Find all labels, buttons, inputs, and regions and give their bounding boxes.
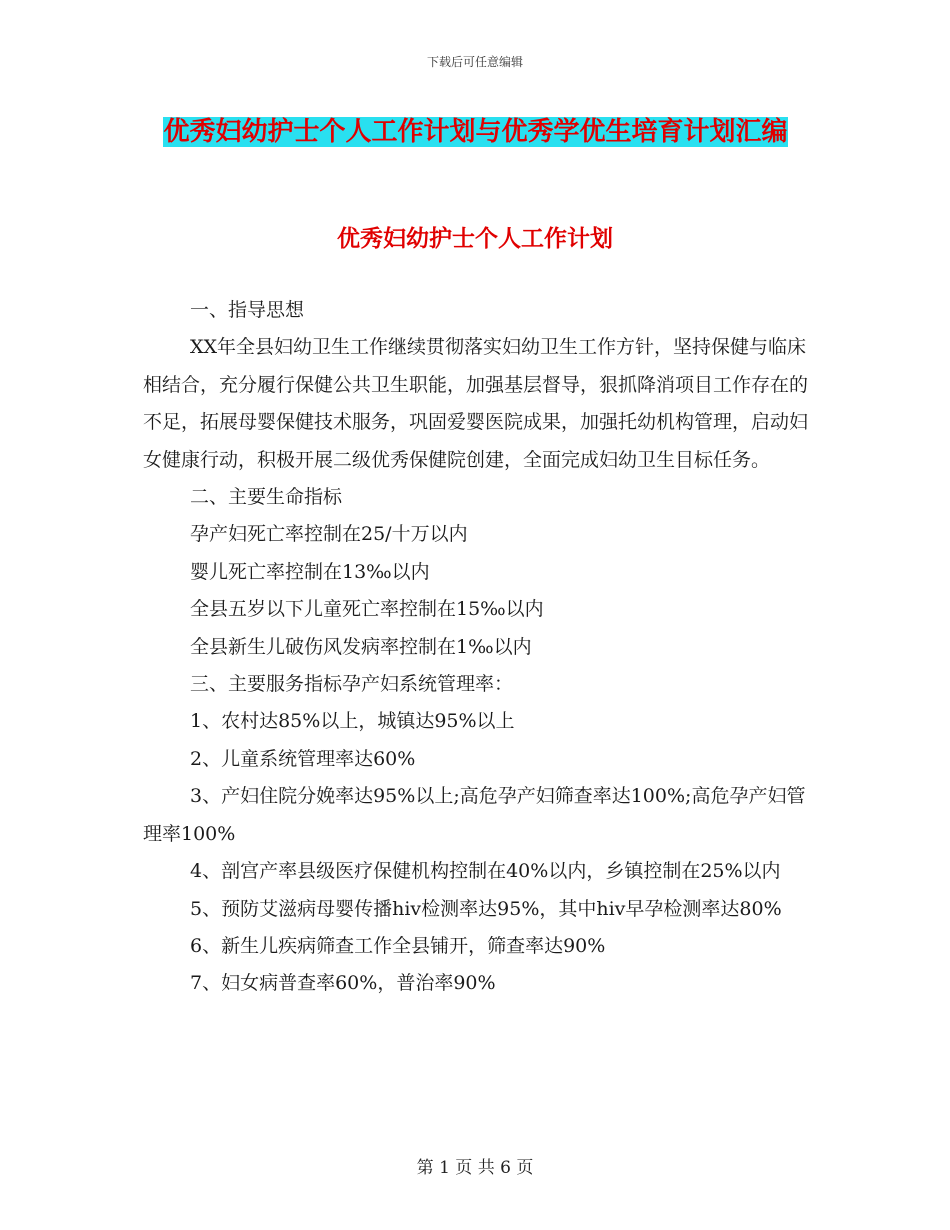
document-title [143, 108, 808, 156]
paragraph: 1、农村达85%以上，城镇达95%以上 [190, 710, 515, 733]
paragraph: 二、主要生命指标 [190, 486, 343, 509]
paragraph: 婴儿死亡率控制在13‰以内 [190, 560, 430, 583]
paragraph: 5、预防艾滋病母婴传播hiv检测率达95%，其中hiv早孕检测率达80% [190, 897, 782, 920]
header-note: 下载后可任意编辑 [426, 55, 523, 69]
paragraph: XX年全县妇幼卫生工作继续贯彻落实妇幼卫生工作方针，坚持保健与临床相结合，充分履行保健公共卫生职能，加强基层督导，狠抓降消项目工作存在的不足，拓展母婴保健技术服务，巩固爱婴医院成果，加强托幼机构管理，启动妇女健康行动，积极开展二级优秀保健院创建，全面完成妇幼卫生目标任务。 [143, 336, 809, 471]
paragraph: 一、指导思想 [190, 299, 305, 321]
paragraph: 6、新生儿疾病筛查工作全县铺开，筛查率达90% [190, 934, 606, 957]
section-title: 优秀妇幼护士个人工作计划 [337, 226, 613, 252]
paragraph: 三、主要服务指标孕产妇系统管理率： [190, 673, 514, 696]
paragraph: 全县新生儿破伤风发病率控制在1‰以内 [190, 635, 532, 658]
paragraph: 3、产妇住院分娩率达95%以上;高危孕产妇筛查率达100%;高危孕产妇管理率100% [143, 785, 806, 845]
paragraph: 7、妇女病普查率60%，普治率90% [190, 972, 496, 995]
paragraph: 全县五岁以下儿童死亡率控制在15‰以内 [190, 598, 544, 621]
paragraph: 2、儿童系统管理率达60% [190, 747, 416, 770]
document-body [143, 292, 808, 1003]
paragraph: 4、剖宫产率县级医疗保健机构控制在40%以内，乡镇控制在25%以内 [190, 860, 781, 883]
page-footer: 第 1 页 共 6 页 [416, 1158, 534, 1178]
paragraph: 孕产妇死亡率控制在25/十万以内 [190, 523, 468, 546]
document-title-text: 优秀妇幼护士个人工作计划与优秀学优生培育计划汇编 [163, 117, 788, 147]
